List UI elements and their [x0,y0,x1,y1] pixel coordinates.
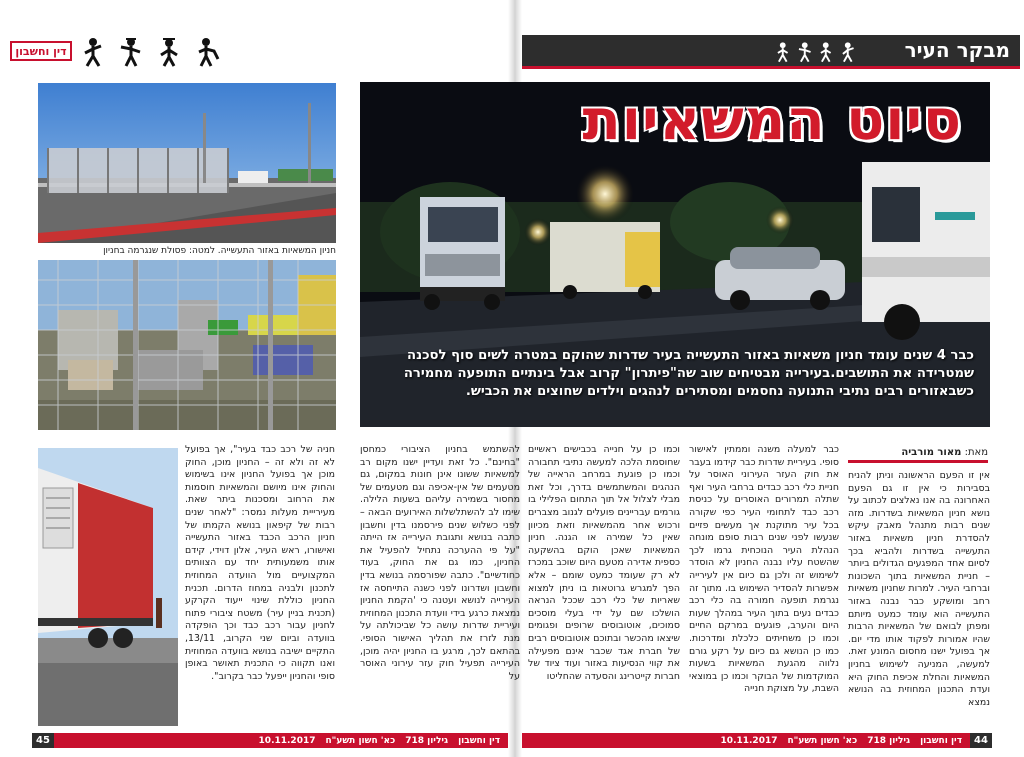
tool-figure-icon [194,37,220,67]
byline-label: מאת: [964,447,988,458]
page-number-right: 44 [970,733,992,748]
publication-logo: דין וחשבון [10,41,72,61]
footer-hebrew-date: כא' חשון תשע"ח [787,735,858,746]
header-figures [775,41,855,63]
photo-caption: חניון המשאיות באזור התעשייה. למטה: פסולת שנגרמה בחניון [103,246,336,256]
cartoon-figures [80,37,230,67]
article-column-4: להשתמש בחניון הציבורי כמחסן "בחינם". כל זאת ועדיין ישנו מקום רב למשאיות ששונו אינן חונות במקום, גם מטעמים של אין-אכיפה וגם מטעמים של מחסור בשמירה עליהם בשעות הלילה. שימו לב להשתלשלות האירועים הבאה – לפני כשלוש שנים פירסמנו בדין וחשבון כתבה בנושא ותגובת העירייה אז הייתה "על פי ההערכה נתחיל להפעיל את החניון, כמו גם את החוק, בעוד כחודשיים". כתבה שפורסמה בנושא בדין וחשבון ושדרונו לפני כשנה התייחסה אז העירייה לנושא ועטנה כי 'הקמת החניון נמצאת כרגע בידי וועדת התכנון המחוזית ועיריית שדרות עושה כל שביכולתה על מנת לזרז את תהליך האישור הסופי. בהתאם לכך, מרגע בו החניון יהיה מוכן, העירייה תפעיל חוק עזר עירוני האוסר על [360,444,520,682]
lead-paragraph: כבר 4 שנים עומד חניון משאיות באזור התעשייה בעיר שדרות שהוקם במטרה לשים סוף לסכנה שמטרידה את התושבים.בעירייה מבטיחים שוב שה"פיתרון" קרוב אבל בינתיים התופעה מחמירה כשבאזורים רבים נתיבי התנועה נחסמים ומסתירים לנהגים וילדים שחוצים את הכביש. [403,348,974,399]
header-right [522,35,1020,69]
footer-date: 10.11.2017 [258,735,316,746]
worker-figure-icon [80,37,106,67]
mini-figure-icon [797,41,813,63]
header-left [10,35,345,69]
photo-parking-lot-street [38,83,336,243]
mini-figure-icon [775,41,791,63]
mini-figure-icon [818,41,834,63]
footer-left [54,733,508,748]
footer-date: 10.11.2017 [720,735,778,746]
article-column-1: אין זו הפעם הראשונה וניתן להניח בסבירות כי אין זו גם הפעם האחרונה בה אנו נאלצים לכתוב על נושא חניון המשאיות בשדרות. מזה שנים רבות מתנהל מאבק עיקש להסדרת חניון משאיות באזור התעשייה בשדרות ולהביא בכך לסיום אחד המפגעים הגדולים ביותר – חניית המשאיות בתוך השכונות וברחבי העיר. למרות שחניון משאיות רחב ומושקע כבר נבנה באזור התעשייה הוא עומד כמעט מיותם ומפתן לבואם של המשאיות הרבות שהיו אמורות לפקוד אותו מדי יום. אך בפועל ישנו מחסום המונע זאת. למעשה, המניעה לשימוש בחניון המשאיות והחלת אכיפת החוק היא ועדת התכנון המחוזית בה הנושא נמצא [848,470,990,708]
mini-figure-icon [840,41,856,63]
photo-truck-trailer [38,448,178,726]
footer-issue: גיליון 718 [405,735,449,746]
pointing-figure-icon [118,37,144,67]
page-number-left: 45 [32,733,54,748]
article-column-3: וכמו כן על חנייה בכבישים ראשיים שחוסמת הלכה למעשה נתיבי תחבורה וכמו כן פוגעת במרחב הראייה של הנהגים והמשתמשים בדרך, וכל זאת מבלי לצלול אל תוך התחום הפלילי בו גורמים עבריינים פועלים לגנוב מצברים ורכוש אחר מהמשאיות וזאת מכיוון שאין כל שמירה או הגנה. חניון המשאיות שאכן הוקם בהשקעה כספית אדירה מטעם היום שוכב במכרז לא רק שעומד כמעט שומם – אלא הפך למגרש גרוטאות בו ניתן למצוא שאריות של כלי רכב שככל הנראה הושלכו שם על ידי בעלי מוסכים סמוכים, אוטובוסים שרופים ופגומים שיצאו מהכשר ובתוכם אוטובוסים רבים של חברת אגד שכבר אינם מפעילה את קווי הנסיעות באזור ועוד ציוד של חברות קייטרינג והסעדה שהחליטו [528,444,680,682]
article-column-2: כבר למעלה משנה וממתין לאישור סופי. בעיריית שדרות כבר קידמו בעבר את חוק העזר העירוני האוסר על חניית כלי רכב כבדים ברחבי העיר ואף שתלה תמרורים האוסרים על כניסת רכב כבד לתחומי העיר כפי שקורה בכל עיר מתוקנת אך מעשים פזיים שנעשו לפני שנים רבות סופם מונחה הנהלת העיר הנוכחית גרמו לכך שהשטח עליו נבנה החניון לא הוסדר לשימוש זה ולכן גם כיום אין לעירייה אפשרות להסדיר השימוש בו. מתוך זה נגרמת תופעה חמורה בה כלי רכב כבדים נעים בתוך העיר במהלך שעות היום והערב, פוגעים במרקם החיים וכמו כן משחיתים כלכלת ומדרכות. כמו כן הנושא גם כיום על רקע גורם נלווה מהגעת המשאיות בשעות המוקדמות של הבוקר וכמו כן במוצאי השבת, על מצוקת חנייה [689,444,839,695]
byline [848,447,988,463]
footer-right [522,733,970,748]
footer-publication: דין וחשבון [458,735,500,746]
footer-publication: דין וחשבון [920,735,962,746]
section-title: מבקר העיר [904,38,1010,62]
hero-photo [360,82,990,427]
photo-fence-junk [38,260,336,430]
footer-hebrew-date: כא' חשון תשע"ח [325,735,396,746]
hat-figure-icon [156,37,182,67]
footer-issue: גיליון 718 [867,735,911,746]
byline-author: מאור מורביה [901,447,962,458]
headline: סיוט המשאיות [582,88,962,153]
left-page-column: חניה של רכב כבד בעיר", אך בפועל לא זה ולא זה – החניון מוכן, החוק מוכן אך בפועל החניון אינו בשימוש והחוק אינו מיושם והמשאיות חוסמות את הרחוב ומסכנות ביתר שאת. מעירייית מעלות נמסר: "לאחר שנים רבות של קיפאון בנושא הקמתו של חניון הרכב הכבד באזור התעשייה ואישורו, ראש העיר, אלון דוידי, קידם אותו משמעותית יחד עם הצוותים המקצועיים מול הוועדה המחוזית לתכנון ולבניה במחוז הדרום. תכנית החניון כוללת שינוי ייעוד הקרקע (תכנית בניין עיר) משטח ציבורי פתוח לחניון עבור רכב כבד וכך הופקדה בוועדה וביום שני הקרוב, 13/11, התקיים ישיבה בנושא בוועדה המחוזית ואנו תקווה כי התכנית תאושר באופן סופי והחניון ייפעל כבר בקרוב". [185,444,335,682]
